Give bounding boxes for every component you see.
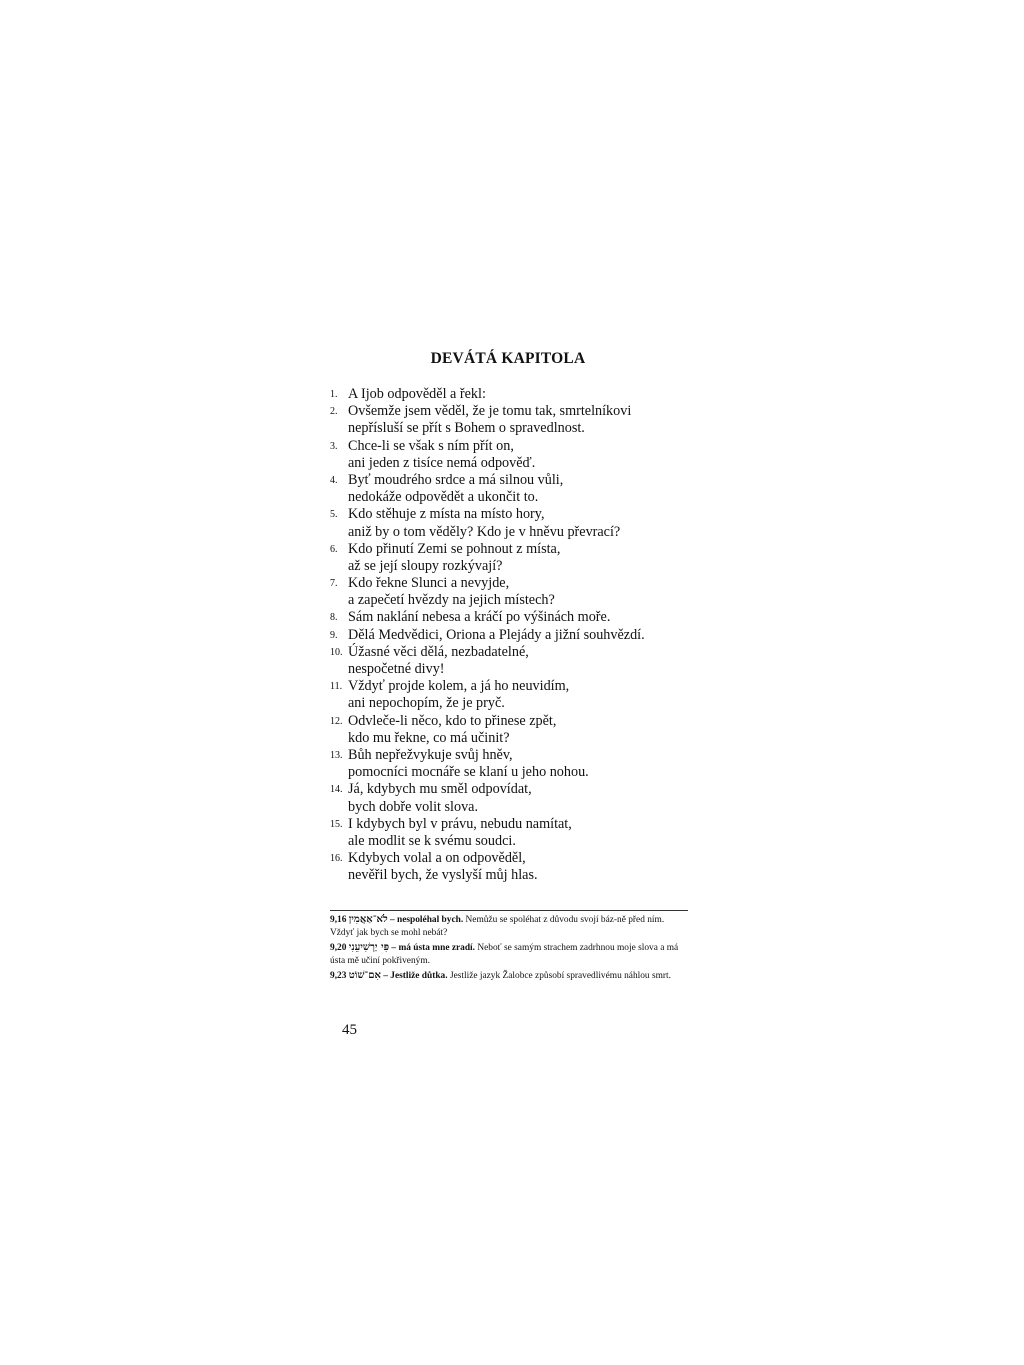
verse-number: 11. [330,681,343,693]
footnote-text: Nemůžu se spoléhat z důvodu svojí báz-ně před ním. Vždyť jak bych se mohl nebát? [330,915,665,939]
verse-line [330,438,690,455]
verse-number: 8. [330,612,338,624]
verse-text: Dělá Medvědici, Oriona a Plejády a jižní souhvězdí. [348,626,645,643]
verse-text: nevěřil bych, že vyslyší můj hlas. [348,867,538,884]
verse-line [330,764,690,781]
verse-line [330,747,690,764]
footnote [330,913,688,941]
footnote-ref: 9,16 [330,915,347,925]
verse-number: 13. [330,749,343,761]
verse-line [330,678,690,695]
verse-text: Bůh nepřežvykuje svůj hněv, [348,746,513,763]
verse-number: 6. [330,543,338,555]
verse-text: I kdybych byl v právu, nebudu namítat, [348,815,572,832]
verse-line [330,472,690,489]
footnote-term: – nespoléhal bych. [389,915,464,925]
footnote-text: Jestliže jazyk Žalobce způsobí spravedlivému náhlou smrt. [449,970,671,981]
verse-number: 9. [330,629,338,641]
footnote-hebrew: פִּי יַרְשִׁיעֵנִי [348,941,390,953]
verse-line [330,867,690,884]
footnote-term: – má ústa mne zradí. [391,942,475,953]
verse-line [330,799,690,816]
verse-line [330,781,690,798]
verse-text: Já, kdybych mu směl odpovídat, [348,781,532,798]
verse-text: až se její sloupy rozkývají? [348,557,503,574]
footnote-hebrew: אִם־שׁוֹט [348,969,381,981]
verse-line [330,386,690,403]
verse-line [330,833,690,850]
verse-text: Chce-li se však s ním přít on, [348,437,514,454]
verse-number: 12. [330,715,343,727]
verse-line [330,713,690,730]
verse-text: nedokáže odpovědět a ukončit to. [348,489,539,506]
verse-number: 14. [330,784,343,796]
verse-number: 2. [330,406,338,418]
verse-line [330,575,690,592]
verse-text: a zapečetí hvězdy na jejich místech? [348,592,555,609]
verse-text: Odvleče-li něco, kdo to přinese zpět, [348,712,557,729]
verse-number: 16. [330,853,343,865]
verse-line [330,695,690,712]
verse-line [330,644,690,661]
page-number: 45 [342,1022,357,1038]
verse-list [330,386,690,884]
verse-line [330,524,690,541]
verse-text: nespočetné divy! [348,661,445,677]
verse-text: Ovšemže jsem věděl, že je tomu tak, smrtelníkovi [348,403,632,420]
verse-line [330,506,690,523]
verse-text: Kdo přinutí Zemi se pohnout z místa, [348,540,561,557]
verse-text: Byť moudrého srdce a má silnou vůli, [348,471,564,488]
verse-text: Úžasné věci dělá, nezbadatelné, [348,643,529,660]
footnotes [330,910,688,983]
verse-text: Sám naklání nebesa a kráčí po výšinách moře. [348,609,611,626]
verse-line [330,730,690,747]
verse-text: A Ijob odpověděl a řekl: [348,386,486,402]
verse-line [330,592,690,609]
verse-text: ale modlit se k svému soudci. [348,832,516,849]
verse-line [330,558,690,575]
footnote-text: Neboť se samým strachem zadrhnou moje slova a má ústa mě učiní pokřiveným. [330,942,679,967]
chapter-title: DEVÁTÁ KAPITOLA [430,350,586,367]
verse-text: ani jeden z tisíce nemá odpověď. [348,454,536,471]
verse-line [330,661,690,678]
footnote [330,941,688,969]
verse-number: 7. [330,578,338,590]
verse-line [330,541,690,558]
verse-text: bych dobře volit slova. [348,798,479,815]
verse-number: 15. [330,818,343,830]
verse-line [330,609,690,626]
verse-text: Kdybych volal a on odpověděl, [348,850,526,867]
verse-number: 3. [330,440,338,452]
verse-text: Kdo stěhuje z místa na místo hory, [348,506,545,523]
verse-text: kdo mu řekne, co má učinit? [348,729,510,746]
verse-line [330,420,690,437]
verse-text: aniž by o tom věděly? Kdo je v hněvu převrací? [348,523,621,540]
footnote-ref: 9,20 [330,942,347,953]
verse-text: nepřísluší se přít s Bohem o spravedlnost. [348,420,585,437]
verse-line [330,816,690,833]
verse-line [330,850,690,867]
verse-line [330,627,690,644]
verse-number: 1. [330,389,338,400]
verse-number: 5. [330,509,338,521]
verse-text: Vždyť projde kolem, a já ho neuvidím, [348,678,570,695]
verse-line [330,403,690,420]
verse-line [330,455,690,472]
verse-text: ani nepochopím, že je pryč. [348,695,505,712]
footnote-hebrew: לֹא־אַאֲמִין [348,914,388,925]
verse-text: Kdo řekne Slunci a nevyjde, [348,575,510,592]
verse-line [330,489,690,506]
verse-number: 10. [330,646,343,658]
verse-number: 4. [330,474,338,486]
verse-text: pomocníci mocnáře se klaní u jeho nohou. [348,764,589,781]
footnote-term: – Jestliže důtka. [383,970,448,981]
footnote-ref: 9,23 [330,970,347,981]
footnote [330,969,688,983]
